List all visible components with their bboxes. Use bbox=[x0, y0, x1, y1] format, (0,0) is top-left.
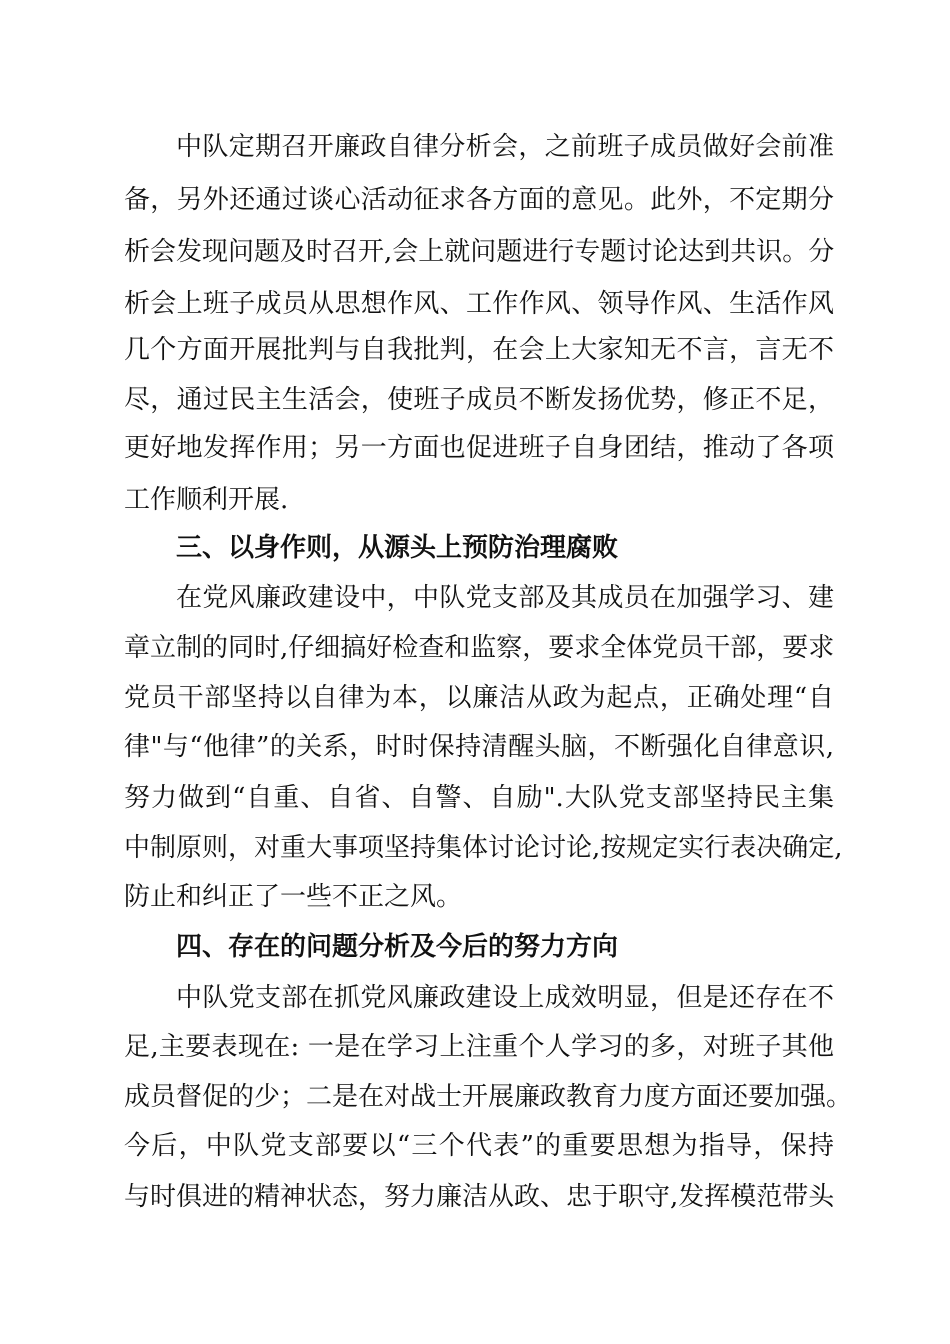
paragraph-1-line-5: 几个方面开展批判与自我批判，在会上大家知无不言，言无不 bbox=[124, 335, 834, 365]
section-heading-4: 四、存在的问题分析及今后的努力方向 bbox=[176, 932, 619, 962]
paragraph-2-line-6: 中制原则，对重大事项坚持集体讨论讨论,按规定实行表决确定, bbox=[124, 833, 843, 863]
paragraph-1-line-6: 尽，通过民主生活会，使班子成员不断发扬优势，修正不足， bbox=[124, 385, 834, 415]
paragraph-3-line-1: 中队党支部在抓党风廉政建设上成效明显，但是还存在不 bbox=[176, 983, 834, 1013]
paragraph-3-line-2: 足,主要表现在: 一是在学习上注重个人学习的多，对班子其他 bbox=[124, 1032, 834, 1062]
paragraph-1-line-1: 中队定期召开廉政自律分析会，之前班子成员做好会前准 bbox=[176, 132, 834, 162]
paragraph-2-line-1: 在党风廉政建设中，中队党支部及其成员在加强学习、建 bbox=[176, 583, 834, 613]
paragraph-2-line-7: 防止和纠正了一些不正之风。 bbox=[124, 882, 463, 912]
paragraph-1-line-3: 析会发现问题及时召开,会上就问题进行专题讨论达到共识。分 bbox=[124, 237, 835, 267]
paragraph-1-line-8: 工作顺利开展. bbox=[124, 485, 289, 515]
paragraph-2-line-5: 努力做到“自重、自省、自警、自励".大队党支部坚持民主集 bbox=[124, 783, 834, 813]
section-heading-3: 三、以身作则，从源头上预防治理腐败 bbox=[176, 533, 619, 563]
paragraph-2-line-3: 党员干部坚持以自律为本，以廉洁从政为起点，正确处理“自 bbox=[124, 683, 834, 713]
paragraph-1-line-2: 备，另外还通过谈心活动征求各方面的意见。此外，不定期分 bbox=[124, 185, 834, 215]
paragraph-3-line-3: 成员督促的少；二是在对战士开展廉政教育力度方面还要加强。 bbox=[124, 1082, 853, 1112]
paragraph-2-line-4: 律"与“他律”的关系，时时保持清醒头脑，不断强化自律意识, bbox=[124, 732, 834, 762]
paragraph-2-line-2: 章立制的同时,仔细搞好检查和监察，要求全体党员干部，要求 bbox=[124, 633, 835, 663]
paragraph-1-line-7: 更好地发挥作用；另一方面也促进班子自身团结，推动了各项 bbox=[124, 433, 834, 463]
paragraph-1-line-4: 析会上班子成员从思想作风、工作作风、领导作风、生活作风 bbox=[124, 289, 834, 319]
paragraph-3-line-5: 与时俱进的精神状态，努力廉洁从政、忠于职守,发挥模范带头 bbox=[124, 1182, 835, 1212]
paragraph-3-line-4: 今后，中队党支部要以“三个代表”的重要思想为指导，保持 bbox=[124, 1131, 834, 1161]
